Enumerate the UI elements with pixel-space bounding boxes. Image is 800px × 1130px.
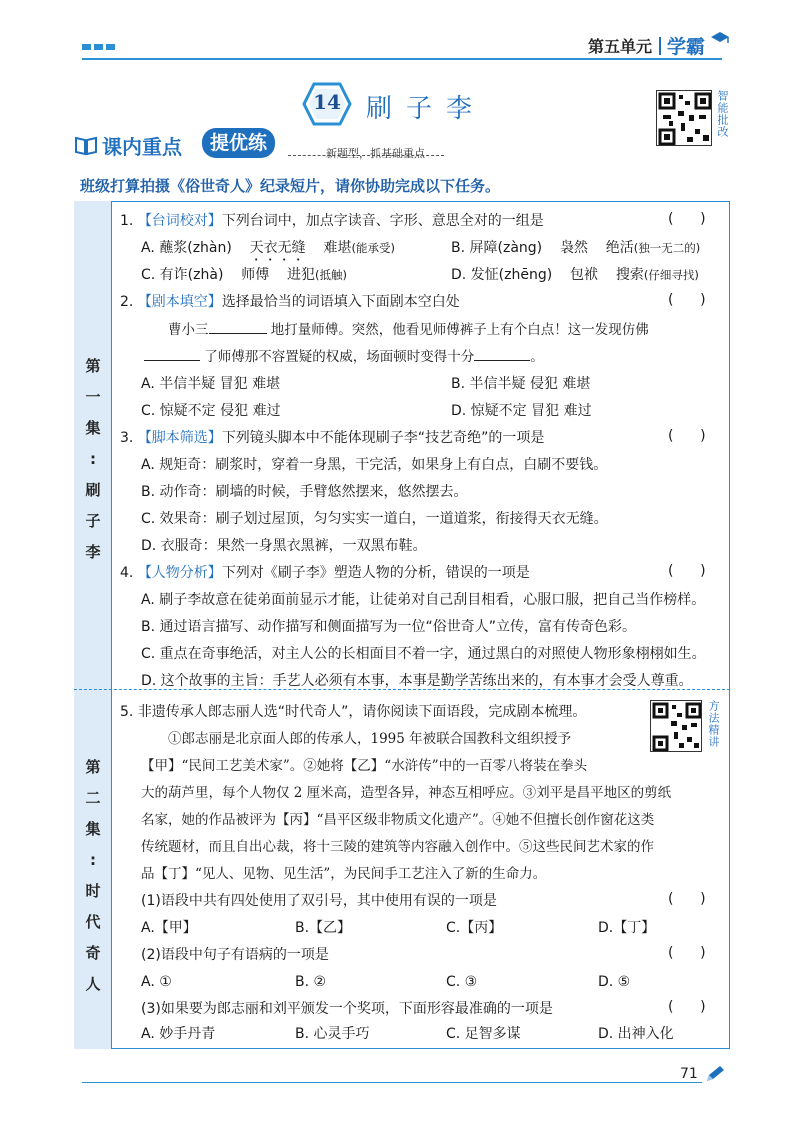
q3-option-c[interactable]: C. 效果奇：刷子划过屋顶，匀匀实实一道白，一道道浆，衔接得天衣无缝。 — [141, 511, 608, 527]
option-a-word: 难堪 — [323, 240, 352, 256]
qr-code-icon[interactable] — [650, 700, 702, 752]
q1-answer-blank[interactable]: ( ) — [668, 211, 706, 227]
option-a-note: (能承受) — [351, 241, 395, 255]
q5-passage-line: 【甲】“民间工艺美术家”。②她将【乙】“水浒传”中的一百零八将装在拳头 — [141, 758, 588, 774]
q5-sub2-answer-blank[interactable]: ( ) — [668, 945, 706, 961]
episode-2-sidebar — [74, 690, 112, 1049]
q3-answer-blank[interactable]: ( ) — [668, 428, 706, 444]
option-d-word: 搜索 — [615, 267, 644, 283]
episode-2-char: 奇 — [85, 944, 101, 962]
episode-2-char: 人 — [85, 975, 101, 993]
option-a-word: A. 蘸浆(zhàn) — [141, 240, 232, 256]
lesson-title: 刷子李 — [366, 94, 487, 124]
header-decoration — [82, 44, 115, 50]
pencil-icon — [704, 1064, 726, 1084]
section-tag: 提优练 — [202, 128, 275, 158]
q5-sub2-option-c[interactable]: C. ③ — [446, 974, 478, 990]
q5-passage-line: 名家，她的作品被评为【丙】“昌平区级非物质文化遗产”。④她不但擅长创作窗花这类 — [141, 812, 655, 828]
episode-1-char: 集 — [85, 419, 101, 437]
q3-number: 3. — [120, 430, 134, 446]
option-b-word: B. 屏障(zàng) — [451, 240, 543, 256]
q5-sub2-option-b[interactable]: B. ② — [295, 974, 327, 990]
episode-2-char: 第 — [85, 758, 101, 776]
q5-text: 非遗传承人郎志丽人选“时代奇人”，请你阅读下面语段，完成剧本梳理。 — [137, 704, 587, 720]
mortarboard-icon — [709, 30, 731, 44]
q5-sub3-answer-blank[interactable]: ( ) — [668, 999, 706, 1015]
lesson-number: 14 — [313, 90, 341, 114]
q4-option-a[interactable]: A. 刷子李故意在徒弟面前显示才能，让徒弟对自己刮目相看，心服口服，把自己当作榜样。 — [141, 592, 706, 608]
q5-passage-line: ①郎志丽是北京面人郎的传承人，1995 年被联合国教科文组织授予 — [168, 731, 572, 747]
q1-option-b[interactable] — [451, 238, 700, 258]
option-d-word: D. 发怔(zhēng) — [451, 267, 553, 283]
open-book-icon — [74, 134, 98, 156]
footer-rule — [82, 1082, 702, 1083]
q5-sub3-stem: (3)如果要为郎志丽和刘平颁发一个奖项，下面形容最准确的一项是 — [141, 1001, 553, 1017]
episode-2-char: 代 — [85, 913, 101, 931]
script-blank-1[interactable] — [209, 320, 267, 334]
script-blank-3[interactable] — [474, 347, 530, 361]
q4-answer-blank[interactable]: ( ) — [668, 563, 706, 579]
episode-2-char: 时 — [85, 882, 101, 900]
option-b-note: (独一无二的) — [633, 241, 701, 255]
q5-sub3-option-b[interactable]: B. 心灵手巧 — [295, 1026, 370, 1042]
option-c-word: 师傅 — [241, 267, 270, 283]
episode-1-char: : — [90, 450, 96, 468]
q1-option-c[interactable] — [141, 265, 347, 285]
q5-number: 5. — [120, 704, 134, 720]
q5-sub3-option-a[interactable]: A. 妙手丹青 — [141, 1026, 216, 1042]
qr-label-smart-grading: 智能批改 — [716, 90, 729, 138]
header-rule — [82, 58, 722, 60]
q5-sub1-option-c[interactable]: C.【丙】 — [446, 920, 503, 936]
section-subtitle: 新题型，抓基础重点 — [326, 147, 425, 160]
q4-option-c[interactable]: C. 重点在奇事绝活，对主人公的长相面目不着一字，通过黑白的对照使人物形象栩栩如生。 — [141, 646, 706, 662]
episode-1-char: 第 — [85, 357, 101, 375]
q4-option-d[interactable]: D. 这个故事的主旨：手艺人必须有本事，本事是勤学苦练出来的，有本事才会受人尊重。 — [141, 673, 693, 689]
q1-option-a[interactable] — [141, 238, 395, 264]
q5-sub2-stem: (2)语段中句子有语病的一项是 — [141, 947, 329, 963]
episode-1-char: 子 — [85, 512, 101, 530]
option-c-word: C. 有诈(zhà) — [141, 267, 224, 283]
q4-text: 下列对《刷子李》塑造人物的分析，错误的一项是 — [221, 565, 530, 581]
q5-sub3-option-c[interactable]: C. 足智多谋 — [446, 1026, 521, 1042]
brand-logo: 学霸 — [667, 36, 706, 58]
q3-option-a[interactable]: A. 规矩奇：刷浆时，穿着一身黑，干完活，如果身上有白点，白刷不要钱。 — [141, 457, 608, 473]
q5-sub1-option-d[interactable]: D.【丁】 — [598, 920, 656, 936]
q5-passage-line: 传统题材，而且自出心裁，将十三陵的建筑等内容融入创作中。⑤这些民间艺术家的作 — [141, 839, 654, 855]
q2-option-a[interactable]: A. 半信半疑 冒犯 难堪 — [141, 376, 281, 392]
q5-sub2-option-d[interactable]: D. ⑤ — [598, 974, 631, 990]
q3-tag: 【脚本筛选】 — [137, 430, 222, 446]
episode-2-char: 集 — [85, 820, 101, 838]
q2-number: 2. — [120, 294, 134, 310]
episode-2-char: 二 — [85, 789, 101, 807]
q2-text: 选择最恰当的词语填入下面剧本空白处 — [221, 294, 460, 310]
q3-stem — [120, 428, 544, 448]
option-a-word: 天衣无缝 — [249, 240, 306, 256]
episode-1-char: 一 — [85, 388, 101, 406]
q5-sub2-option-a[interactable]: A. ① — [141, 974, 172, 990]
option-d-word: 包袱 — [570, 267, 599, 283]
q4-option-b[interactable]: B. 通过语言描写、动作描写和侧面描写为一位“俗世奇人”立传，富有传奇色彩。 — [141, 619, 637, 635]
script-text: 地打量师傅。突然，他看见师傅裤子上有个白点！这一发现仿佛 — [270, 322, 649, 338]
episode-1-sidebar — [74, 201, 112, 690]
q5-sub3-option-d[interactable]: D. 出神入化 — [598, 1026, 674, 1042]
task-intro: 班级打算拍摄《俗世奇人》纪录短片，请你协助完成以下任务。 — [80, 177, 501, 195]
q1-stem — [120, 211, 544, 231]
option-c-word: 进犯 — [287, 267, 316, 283]
q2-tag: 【剧本填空】 — [137, 294, 222, 310]
section-label: 课内重点 — [102, 135, 182, 159]
q4-number: 4. — [120, 565, 134, 581]
q5-passage-line: 大的葫芦里，每个人物仅 2 厘米高，造型各异，神态互相呼应。③刘平是昌平地区的剪纸 — [141, 785, 672, 801]
brand-separator — [659, 37, 661, 55]
qr-label-method: 方法精讲 — [707, 700, 720, 748]
q4-tag: 【人物分析】 — [137, 565, 222, 581]
episode-1-char: 李 — [85, 543, 101, 561]
q5-stem — [120, 702, 586, 722]
q2-option-b[interactable]: B. 半信半疑 侵犯 难堪 — [451, 376, 591, 392]
q4-stem — [120, 563, 530, 583]
option-b-word: 袅然 — [559, 240, 588, 256]
unit-title: 第五单元 — [588, 37, 653, 56]
episode-2-char: : — [90, 851, 96, 869]
q2-option-c[interactable]: C. 惊疑不定 侵犯 难过 — [141, 403, 281, 419]
script-text: 。 — [530, 349, 544, 365]
q2-option-d[interactable]: D. 惊疑不定 冒犯 难过 — [451, 403, 592, 419]
q2-answer-blank[interactable]: ( ) — [668, 292, 706, 308]
script-blank-2[interactable] — [144, 347, 200, 361]
q3-option-d[interactable]: D. 衣服奇：果然一身黑衣黑裤，一双黑布鞋。 — [141, 538, 427, 554]
q5-sub1-option-b[interactable]: B.【乙】 — [295, 920, 352, 936]
q5-passage-line: 品【丁】“见人、见物、见生活”，为民间手工艺注入了新的生命力。 — [141, 866, 547, 882]
qr-code-icon[interactable] — [656, 90, 712, 146]
episode-1-char: 刷 — [85, 481, 101, 499]
q3-text: 下列镜头脚本中不能体现刷子李“技艺奇绝”的一项是 — [221, 430, 545, 446]
script-text: 曹小三 — [168, 322, 209, 338]
q1-option-d[interactable] — [451, 265, 699, 285]
q2-script-line-1 — [168, 320, 649, 340]
option-b-word: 绝活 — [605, 240, 634, 256]
option-d-note: (仔细寻找) — [643, 268, 699, 282]
q1-number: 1. — [120, 213, 134, 229]
option-c-note: (抵触) — [315, 268, 348, 282]
q1-tag: 【台词校对】 — [137, 213, 222, 229]
q2-stem — [120, 292, 460, 312]
q5-sub1-answer-blank[interactable]: ( ) — [668, 891, 706, 907]
q3-option-b[interactable]: B. 动作奇：刷墙的时候，手臂悠然摆来，悠然摆去。 — [141, 484, 468, 500]
q2-script-line-2 — [144, 347, 544, 367]
page-number: 71 — [680, 1066, 698, 1082]
q1-text: 下列台词中，加点字读音、字形、意思全对的一组是 — [221, 213, 544, 229]
q5-sub1-option-a[interactable]: A.【甲】 — [141, 920, 197, 936]
q5-sub1-stem: (1)语段中共有四处使用了双引号，其中使用有误的一项是 — [141, 893, 497, 909]
script-text: 了师傅那不容置疑的权威，场面顿时变得十分 — [204, 349, 475, 365]
